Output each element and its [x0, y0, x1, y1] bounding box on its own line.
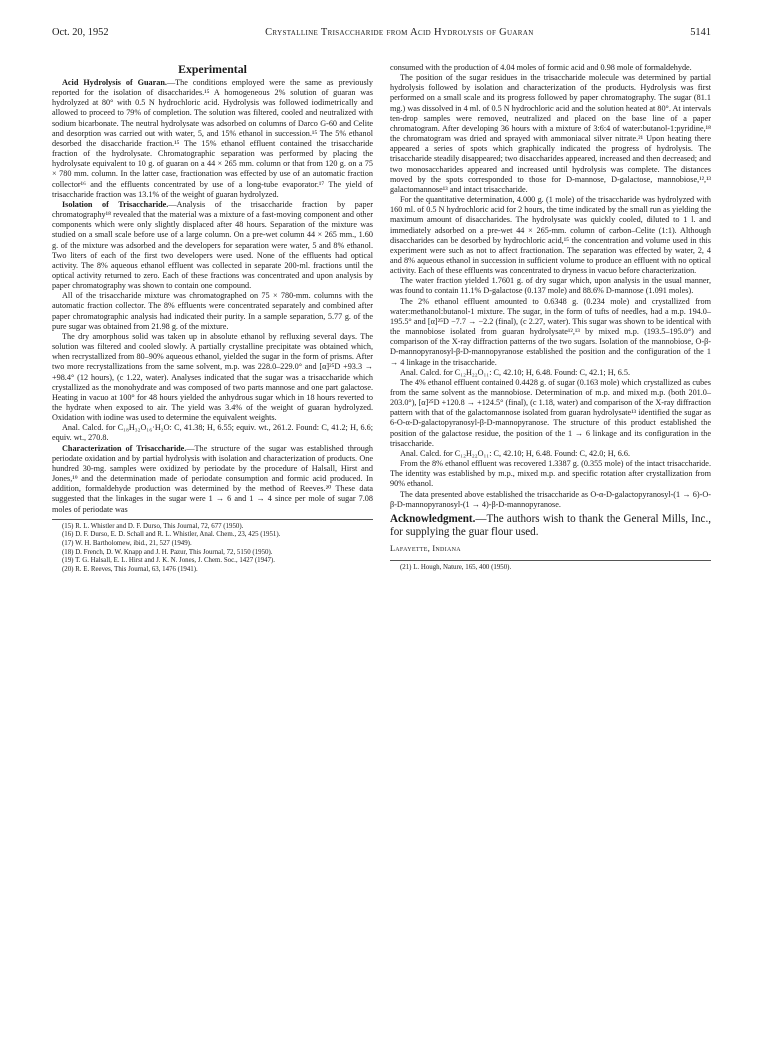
acknowledgment [390, 513, 711, 539]
paragraph-characterization [52, 444, 373, 515]
paragraph-acid-hydrolysis [52, 78, 373, 200]
paragraph: The data presented above established the trisaccharide as O-α-D-galactopyranosyl-(1 → 6)-O-β-D-mannopyranosyl-(1 → 4)-β-D-mannopyranose. [390, 489, 711, 509]
analysis-line: Anal. Calcd. for C₁₂H₂₂O₁₁: C, 42.10; H, 6.48. Found: C, 42.1; H, 6.5. [400, 367, 630, 377]
page-number: 5141 [690, 27, 711, 38]
footnote: (17) W. H. Bartholomew, ibid., 21, 527 (1949). [62, 539, 192, 547]
paragraph: consumed with the production of 4.04 moles of formic acid and 0.98 mole of formaldehyde. [390, 63, 692, 72]
footnote: (20) R. E. Reeves, This Journal, 63, 1476 (1941). [62, 565, 198, 573]
runin-heading: Characterization of Trisaccharide. [62, 443, 187, 453]
analysis-line: Anal. Calcd. for C₁₈H₃₂O₁₆·H₂O: C, 41.38; H, 6.55; equiv. wt., 261.2. Found: C, 41.2; H, 6.6; equiv. wt., 270.8. [52, 423, 373, 443]
acknowledgment-text: —The authors wish to thank the General Mills, Inc., for supplying the guar flour used. [390, 512, 711, 538]
paragraph: The water fraction yielded 1.7601 g. of dry sugar which, upon analysis in the usual manner, was found to contain 11.1% D-galactose (0.137 mole) and 88.6% D-mannose (1.091 moles). [390, 276, 711, 296]
paragraph: All of the trisaccharide mixture was chromatographed on 75 × 780-mm. columns with the automatic fraction collector. The 8% effluents were concentrated separately and combined after paper chromatographic analysis had indicated their purity. In a sample separation, 5.77 g. of the pure sugar was obtained from 21.98 g. of the mixture. [52, 291, 373, 331]
footnote: (19) T. G. Halsall, E. L. Hirst and J. K. N. Jones, J. Chem. Soc., 1427 (1947). [62, 557, 275, 565]
paragraph: For the quantitative determination, 4.000 g. (1 mole) of the trisaccharide was hydrolyzed with 160 ml. of 0.5 N hydrochloric acid for 2 hours, the time indicated by the small run as yielding the maximum amount of disaccharides. The hydrolysate was quickly cooled, diluted to 1 l. and immediately adsorbed on a pre-wet 44 × 265-mm. column of carbon–Celite (1:1). Although disaccharides can be desorbed by hydrochloric acid,¹⁵ the concentration and volume used in this experiment were such as not to affect fractionation. The separation was effected by water, 2, 4 and 8% aqueous ethanol in succession in sufficient volume to produce an effluent with no optical activity. Each of these effluents was concentrated to dryness in vacuo before characterization. [390, 195, 711, 276]
paragraph: The dry amorphous solid was taken up in absolute ethanol by refluxing several days. The solution was filtered and cooled slowly. A partially crystalline precipitate was obtained which, when recrystallized from 80–90% aqueous ethanol, yielded the sugar in the form of prisms. After two more recrystallizations from the same solvent, m.p. was 228.0–229.0° and [α]²⁵D +93.3 → +98.4° (12 hours), (c 1.22, water). Analyses indicated that the sugar was a trisaccharide which crystallized as the monohydrate and was composed of two parts mannose and one part galactose. Heating in vacuo at 100° for 48 hours yielded the anhydrous sugar which in 18 hours reverted to the hydrate when exposed to air. The yield was 3.4% of the weight of guaran hydrolyzed. Oxidation with iodine was used to determine the equivalent weights. [52, 331, 373, 423]
footnote: (15) R. L. Whistler and D. F. Durso, This Journal, 72, 677 (1950). [62, 522, 244, 530]
section-heading: Experimental [178, 62, 247, 76]
affiliation: Lafayette, Indiana [390, 544, 461, 554]
paragraph-isolation [52, 200, 373, 291]
paragraph: The 4% ethanol effluent contained 0.4428 g. of sugar (0.163 mole) which crystallized as cubes from the same solvent as the mannobiose. Determination of m.p. and mixed m.p. (both 201.0–203.0°), [α]²⁵D +120.8 → +124.5° (final), (c 1.18, water) and comparison of the X-ray diffraction pattern with that of the galactomannose isolated from guaran hydrolysate¹³ identified the sugar as 6-O-α-D-galactopyranosyl-β-D-mannopyranose. The structure of this product established the position of the galactose residue, the position of the 1 → 6 linkage and its configuration in the trisaccharide. [390, 377, 711, 448]
paragraph: The 2% ethanol effluent amounted to 0.6348 g. (0.234 mole) and crystallized from water:methanol:butanol-1 mixture. The sugar, in the form of tufts of needles, had a m.p. 194.0–195.5° and [α]²⁵D −7.7 → −2.2 (final), (c 2.27, water). This sugar was shown to be identical with the mannobiose isolated from guaran hydrolysate¹²,¹³ by mixed m.p. (193.5–195.0°) and comparison of the X-ray diffraction patterns of the two sugars. Isolation of the mannobiose, O-β-D-mannopyranosyl-β-D-mannopyranose established the position and the configuration of the 1 → 4 linkage in the trisaccharide. [390, 296, 711, 367]
header-date: Oct. 20, 1952 [52, 27, 109, 38]
header-title: Crystalline Trisaccharide from Acid Hydrolysis of Guaran [265, 27, 534, 38]
runin-heading: Acid Hydrolysis of Guaran. [62, 78, 167, 87]
paragraph-text: —The conditions employed were the same as previously reported for the isolation of disaccharides.¹⁵ A homogeneous 2% solution of guaran was hydrolyzed at 80° with 0.5 N hydrochloric acid. Hydrolysis was followed iodimetrically and allowed to proceed to 79% of completion. The solution was filtered, cooled and neutralized with sodium bicarbonate. The neutral hydrolysate was adsorbed on columns of Darco G-60 and Celite and desorption was carried out with water, 5, and 15% ethanol in succession.¹⁵ The 5% ethanol desorbed the disaccharide fraction.¹⁵ The 15% ethanol effluent contained the trisaccharide fraction of the hydrolysate. Chromatographic separation was performed by placing the hydrolysate equivalent to 10 g. of guaran on a 44 × 265 mm. column or that from 120 g. on a 75 × 780 mm. column. In the latter case, fractionation was effected by use of an automatic fraction collector¹⁶ and the effluents concentrated by use of a long-tube evaporator.¹⁷ The yield of trisaccharide fraction was 13.1% of the weight of guaran hydrolyzed. [52, 78, 374, 199]
paragraph: From the 8% ethanol effluent was recovered 1.3387 g. (0.355 mole) of the intact trisaccharide. The identity was established by m.p., mixed m.p. and specific rotation after crystallization from 90% ethanol. [390, 459, 711, 489]
right-column [390, 63, 711, 572]
footnotes [52, 519, 373, 575]
paragraph-text: —Analysis of the trisaccharide fraction by paper chromatography¹⁸ revealed that the material was a mixture of a fast-moving component and other components which were only slightly displaced after 48 hours. Separation of the mixture was studied on a small scale before use of a large column. On a pre-wet column 44 × 265 mm., 1.60 g. of the mixture was adsorbed and the developers for separation were water, 5 and 8% ethanol. Two liters of each of the first two developers were used. None of the effluents had optical activity. The 8% aqueous ethanol effluent was collected in separate 200-ml. fractions until the optical activity returned to zero. Each of these fractions was concentrated and upon analysis by paper chromatography was shown to contain one compound. [52, 199, 373, 291]
paragraph: The position of the sugar residues in the trisaccharide molecule was determined by partial hydrolysis followed by isolation and characterization of the products. Hydrolysis was first performed on a small scale and its progress followed by paper chromatography. The sugar (81.1 mg.) was dissolved in 4 ml. of 0.5 N hydrochloric acid and the solution heated at 80°. At intervals ten-drop samples were removed, neutralized and placed on the base line of a paper chromatogram. After developing 36 hours with a mixture of 3:6:4 of water:butanol-1:pyridine,¹⁸ the chromatogram was dried and sprayed with ammoniacal silver nitrate.²¹ Upon heating there appeared a series of spots which graphically indicated the progress of hydrolysis. The trisaccharide steadily disappeared; two disaccharides appeared, increased and then decreased; and two monosaccharides appeared and increased until hydrolysis was complete. The distances moved by the spots corresponded to those for D-mannose, D-galactose, mannobiose,¹²,¹³ galactomannose¹³ and intact trisaccharide. [390, 73, 711, 194]
acknowledgment-heading: Acknowledgment. [390, 512, 476, 525]
runin-heading: Isolation of Trisaccharide. [62, 199, 169, 209]
footnote: (21) L. Hough, Nature, 165, 400 (1950). [390, 560, 711, 573]
analysis-line: Anal. Calcd. for C₁₂H₂₂O₁₁: C, 42.10; H, 6.48. Found: C, 42.0; H, 6.6. [400, 448, 630, 458]
footnote: (18) D. French, D. W. Knapp and J. H. Pazur, This Journal, 72, 5150 (1950). [62, 548, 273, 556]
running-header [52, 27, 711, 41]
paragraph-text: —The structure of the sugar was established through periodate oxidation and by partial hydrolysis with isolation and characterization of products. One hundred 30-mg. samples were oxidized by periodate by the procedure of Halsall, Hirst and Jones,¹⁹ and the determination made of periodate consumption and formic acid produced. In addition, formaldehyde production was determined by the method of Reeves.²⁰ These data suggested that the linkages in the sugar were 1 → 6 and 1 → 4 since per mole of sugar 7.08 moles of periodate was [52, 443, 374, 514]
left-column [52, 63, 373, 574]
footnote: (16) D. F. Durso, E. D. Schall and R. L. Whistler, Anal. Chem., 23, 425 (1951). [62, 531, 281, 539]
